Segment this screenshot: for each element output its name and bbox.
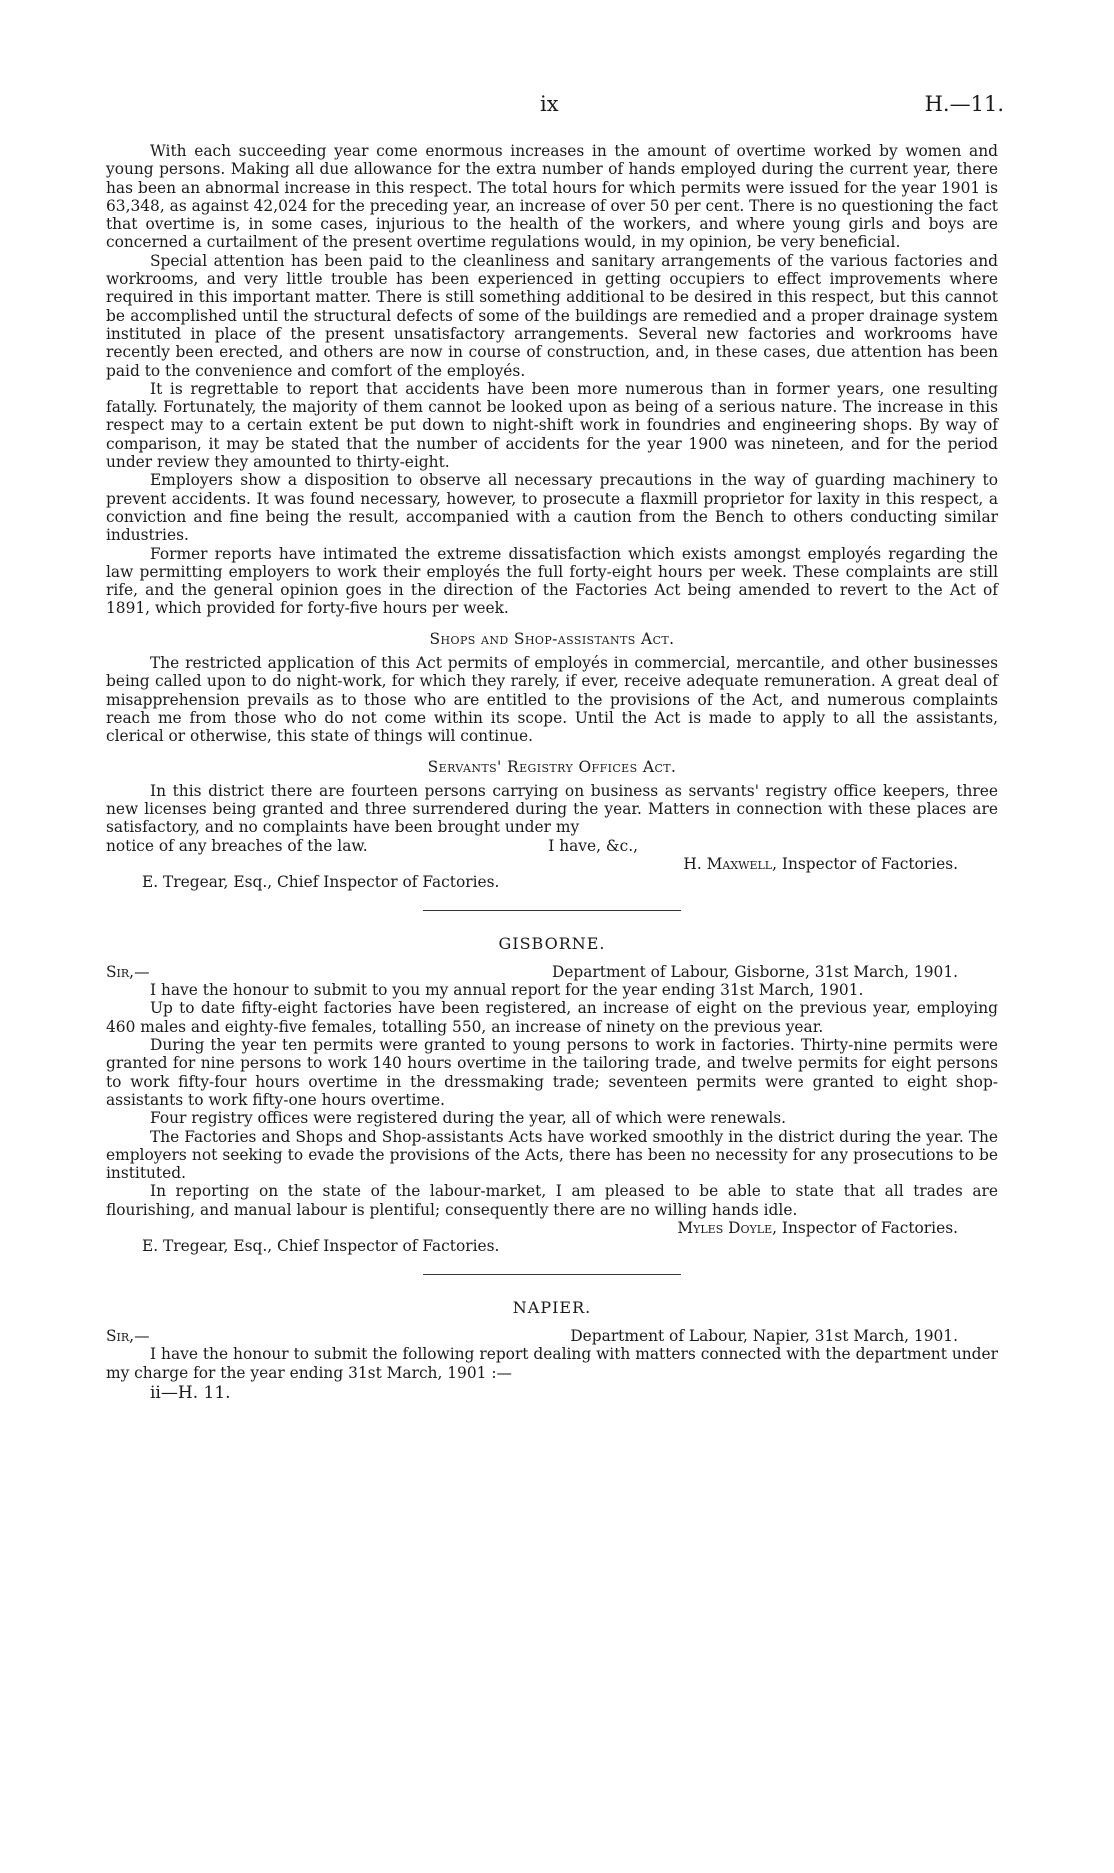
paragraph-shops: The restricted application of this Act permits of employés in commercial, mercantile, and other businesses being called upon to do night-work, for which they rarely, if ever, receive adequate remuneration. A great deal of misapprehension prevails as to those who are entitled to the provisions of the Act, and numerous complaints reach me from those who do not come within its scope. Until the Act is made to apply to all the assistants, clerical or otherwise, this state of things will continue. bbox=[106, 654, 998, 746]
heading-napier: NAPIER. bbox=[512, 1297, 592, 1317]
paragraph-gisborne-factories: Up to date fifty-eight factories have been registered, an increase of eight on the previous year, employing 460 males and eighty-five females, totalling 550, an increase of ninety on the previous year. bbox=[106, 999, 998, 1036]
dateline: Department of Labour, Gisborne, 31st March, 1901. bbox=[551, 962, 958, 981]
signature-name: H. Maxwell, bbox=[683, 854, 777, 873]
signature-doyle bbox=[106, 1219, 998, 1237]
page-number: ix bbox=[540, 92, 559, 116]
paragraph-machinery: Employers show a disposition to observe all necessary precautions in the way of guarding machinery to prevent accidents. It was found necessary, however, to prosecute a flaxmill proprietor for laxity in this respect, a conviction and fine being the result, accompanied with a caution from the Bench to others conducting similar industries. bbox=[106, 471, 998, 545]
section-divider bbox=[423, 910, 681, 911]
signature-name: Myles Doyle, bbox=[677, 1219, 777, 1238]
addressee-line: E. Tregear, Esq., Chief Inspector of Factories. bbox=[142, 873, 500, 892]
heading-servants-act: Servants' Registry Offices Act. bbox=[427, 757, 677, 776]
paragraph-gisborne-acts: The Factories and Shops and Shop-assistants Acts have worked smoothly in the district during the year. The employers not seeking to evade the provisions of the Acts, there has been no necessity for any prosecutions to be instituted. bbox=[106, 1127, 998, 1183]
salutation-dateline bbox=[106, 963, 998, 981]
closing-line bbox=[106, 837, 998, 855]
dateline: Department of Labour, Napier, 31st March, 1901. bbox=[570, 1326, 958, 1345]
paragraph-servants: In this district there are fourteen persons carrying on business as servants' registry office keepers, three new licenses being granted and three surrendered during the year. Matters in connection with these places are satisfactory, and no complaints have been brought under my bbox=[106, 781, 998, 837]
heading-shops-act: Shops and Shop-assistants Act. bbox=[429, 629, 675, 648]
signature-mark: ii—H. 11. bbox=[150, 1382, 231, 1403]
salutation: Sir,— bbox=[106, 962, 150, 981]
paragraph-sanitary: Special attention has been paid to the cleanliness and sanitary arrangements of the various factories and workrooms, and very little trouble has been experienced in getting occupiers to effect improvements where required in this important matter. There is still something additional to be desired in this respect, but this cannot be accomplished until the structural defects of some of the buildings are remedied and a proper drainage system instituted in place of the present unsatisfactory arrangements. Several new factories and workrooms have recently been erected, and others are now in course of construction, and, in these cases, due attention has been paid to the convenience and comfort of the employés. bbox=[106, 251, 998, 380]
paragraph-accidents: It is regrettable to report that accidents have been more numerous than in former years, one resulting fatally. Fortunately, the majority of them cannot be looked upon as being of a serious nature. The increase in this respect may to a certain extent be put down to night-shift work in foundries and engineering shops. By way of comparison, it may be stated that the number of accidents for the year 1900 was nineteen, and for the period under review they amounted to thirty-eight. bbox=[106, 379, 998, 472]
paragraph-gisborne-labour: In reporting on the state of the labour-market, I am pleased to be able to state that all trades are flourishing, and manual labour is plentiful; consequently there are no willing hands idle. bbox=[106, 1182, 998, 1219]
paragraph-gisborne-registry: Four registry offices were registered during the year, all of which were renewals. bbox=[150, 1109, 787, 1128]
signature-title: Inspector of Factories. bbox=[781, 1219, 958, 1238]
signature-maxwell bbox=[106, 855, 998, 873]
page-header bbox=[0, 92, 1114, 122]
section-divider bbox=[423, 1274, 681, 1275]
paragraph-gisborne-intro: I have the honour to submit to you my annual report for the year ending 31st March, 1901. bbox=[150, 981, 864, 1000]
closing-phrase: I have, &c., bbox=[548, 836, 638, 855]
paragraph-gisborne-permits: During the year ten permits were granted to young persons to work in factories. Thirty-nine permits were granted for nine persons to work 140 hours overtime in the tailoring trade, and twelve permits for eight persons to work fifty-four hours overtime in the dressmaking trade; seventeen permits were granted to eight shop-assistants to work fifty-one hours overtime. bbox=[106, 1036, 998, 1109]
paragraph-servants-end: notice of any breaches of the law. bbox=[106, 836, 368, 855]
salutation-dateline bbox=[106, 1327, 998, 1345]
paragraph-hours: Former reports have intimated the extreme dissatisfaction which exists amongst employés regarding the law permitting employers to work their employés the full forty-eight hours per week. These complaints are still rife, and the general opinion goes in the direction of the Factories Act being amended to revert to the Act of 1891, which provided for forty-five hours per week. bbox=[106, 544, 998, 618]
document-code: H.—11. bbox=[924, 92, 1004, 116]
paragraph-napier-intro: I have the honour to submit the following report dealing with matters connected with the department under my charge for the year ending 31st March, 1901 :— bbox=[106, 1345, 998, 1382]
paragraph-overtime: With each succeeding year come enormous increases in the amount of overtime worked by women and young persons. Making all due allowance for the extra number of hands employed during the current year, there has been an abnormal increase in this respect. The total hours for which permits were issued for the year 1901 is 63,348, as against 42,024 for the preceding year, an increase of over 50 per cent. There is no questioning the fact that overtime is, in some cases, injurious to the health of the workers, and where young girls and boys are concerned a curtailment of the present overtime regulations would, in my opinion, be very beneficial. bbox=[106, 142, 998, 252]
text-column bbox=[106, 142, 998, 1402]
salutation: Sir,— bbox=[106, 1326, 150, 1345]
addressee-line: E. Tregear, Esq., Chief Inspector of Factories. bbox=[142, 1237, 500, 1256]
signature-title: Inspector of Factories. bbox=[781, 854, 958, 873]
heading-gisborne: GISBORNE. bbox=[498, 933, 606, 953]
